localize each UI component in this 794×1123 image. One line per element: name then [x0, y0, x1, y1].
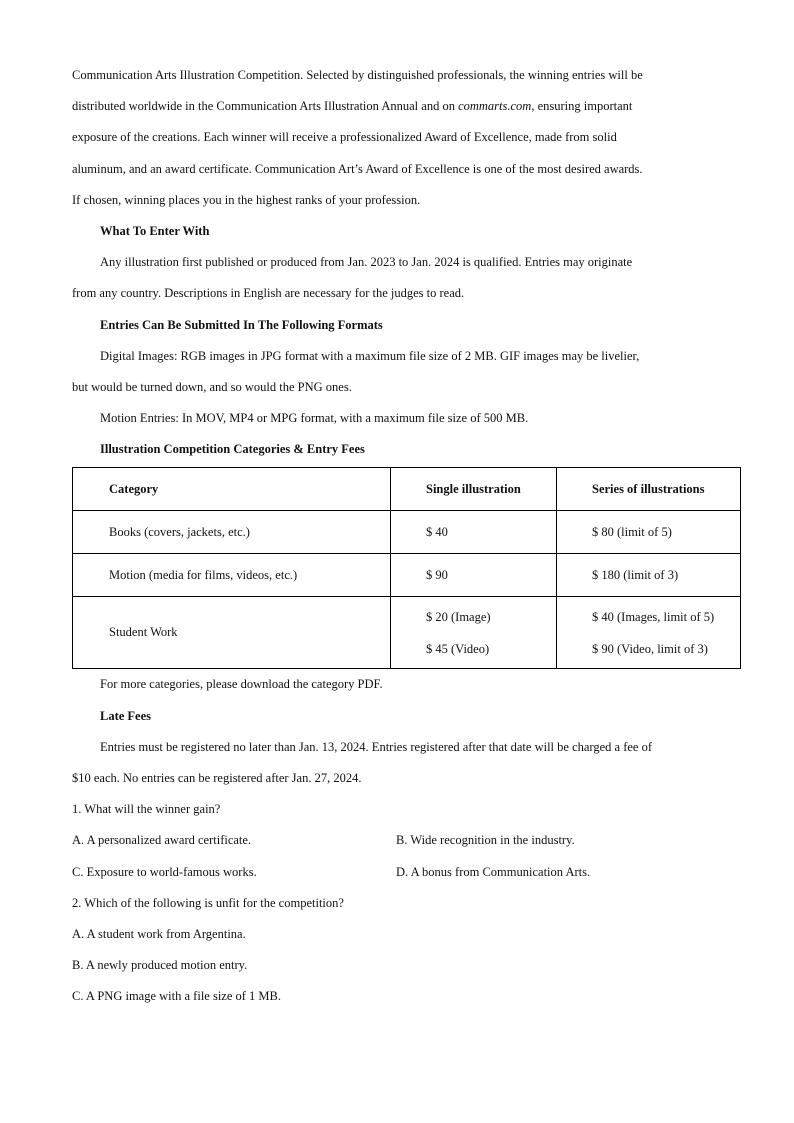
intro-line-2-start: distributed worldwide in the Communication Arts Illustration Annual and on — [72, 99, 459, 114]
intro-line-1: Communication Arts Illustration Competition. Selected by distinguished professionals, the winning entries will be — [72, 68, 643, 82]
option-a: A. A personalized award certificate. — [72, 833, 252, 848]
cell-single-image: $ 20 (Image) — [426, 609, 491, 624]
column-header-series: Series of illustrations — [557, 468, 741, 511]
document-page — [72, 60, 740, 1013]
question-1-options-row-2 — [72, 857, 740, 888]
option-b: B. A newly produced motion entry. — [72, 958, 248, 973]
intro-line-2-end: , ensuring important — [531, 99, 633, 114]
table-header-row — [73, 468, 741, 511]
commarts-link: commarts.com — [458, 99, 532, 114]
option-c: C. A PNG image with a file size of 1 MB. — [72, 989, 282, 1004]
cell-category: Student Work — [73, 597, 391, 669]
cell-category: Books (covers, jackets, etc.) — [73, 511, 391, 554]
table-note: For more categories, please download the category PDF. — [100, 677, 383, 692]
question-1-options-row-1 — [72, 825, 740, 856]
option-b: B. Wide recognition in the industry. — [396, 833, 575, 848]
cell-single-video: $ 45 (Video) — [426, 641, 490, 656]
question-1-stem: 1. What will the winner gain? — [72, 802, 221, 817]
table-heading: Illustration Competition Categories & Entry Fees — [100, 442, 365, 457]
what-line-1: Any illustration first published or produced from Jan. 2023 to Jan. 2024 is qualified. Entries may originate — [100, 255, 633, 270]
fees-table — [72, 467, 741, 669]
cell-category: Motion (media for films, videos, etc.) — [73, 554, 391, 597]
intro-line-3: exposure of the creations. Each winner will receive a professionalized Award of Excellence, made from solid — [72, 130, 617, 145]
formats-line-3: Motion Entries: In MOV, MP4 or MPG format, with a maximum file size of 500 MB. — [100, 411, 529, 426]
column-header-category: Category — [73, 468, 391, 511]
late-heading: Late Fees — [100, 708, 152, 723]
table-row — [73, 511, 741, 554]
formats-line-2: but would be turned down, and so would the PNG ones. — [72, 379, 352, 394]
formats-line-1: Digital Images: RGB images in JPG format with a maximum file size of 2 MB. GIF images may be livelier, — [100, 348, 640, 363]
option-a: A. A student work from Argentina. — [72, 926, 246, 941]
cell-series: $ 180 (limit of 3) — [557, 554, 741, 597]
table-row — [73, 597, 741, 669]
cell-series-video: $ 90 (Video, limit of 3) — [592, 641, 708, 656]
cell-single: $ 90 — [391, 554, 557, 597]
what-line-2: from any country. Descriptions in English are necessary for the judges to read. — [72, 286, 465, 301]
table-row — [73, 554, 741, 597]
question-2-stem: 2. Which of the following is unfit for the competition? — [72, 895, 344, 910]
late-line-2: $10 each. No entries can be registered after Jan. 27, 2024. — [72, 771, 362, 785]
cell-single: $ 40 — [391, 511, 557, 554]
late-line-1: Entries must be registered no later than Jan. 13, 2024. Entries registered after that date will be charged a fee of — [100, 739, 652, 754]
cell-single — [391, 597, 557, 669]
intro-line-2 — [72, 91, 740, 122]
what-heading: What To Enter With — [100, 223, 210, 238]
option-d: D. A bonus from Communication Arts. — [396, 864, 591, 879]
cell-series: $ 80 (limit of 5) — [557, 511, 741, 554]
cell-series — [557, 597, 741, 669]
intro-line-5: If chosen, winning places you in the highest ranks of your profession. — [72, 192, 421, 207]
cell-series-image: $ 40 (Images, limit of 5) — [592, 609, 715, 624]
option-c: C. Exposure to world-famous works. — [72, 864, 257, 879]
column-header-single: Single illustration — [391, 468, 557, 511]
formats-heading: Entries Can Be Submitted In The Following Formats — [100, 317, 383, 332]
intro-line-4: aluminum, and an award certificate. Communication Art’s Award of Excellence is one of the most desired awards. — [72, 161, 643, 176]
